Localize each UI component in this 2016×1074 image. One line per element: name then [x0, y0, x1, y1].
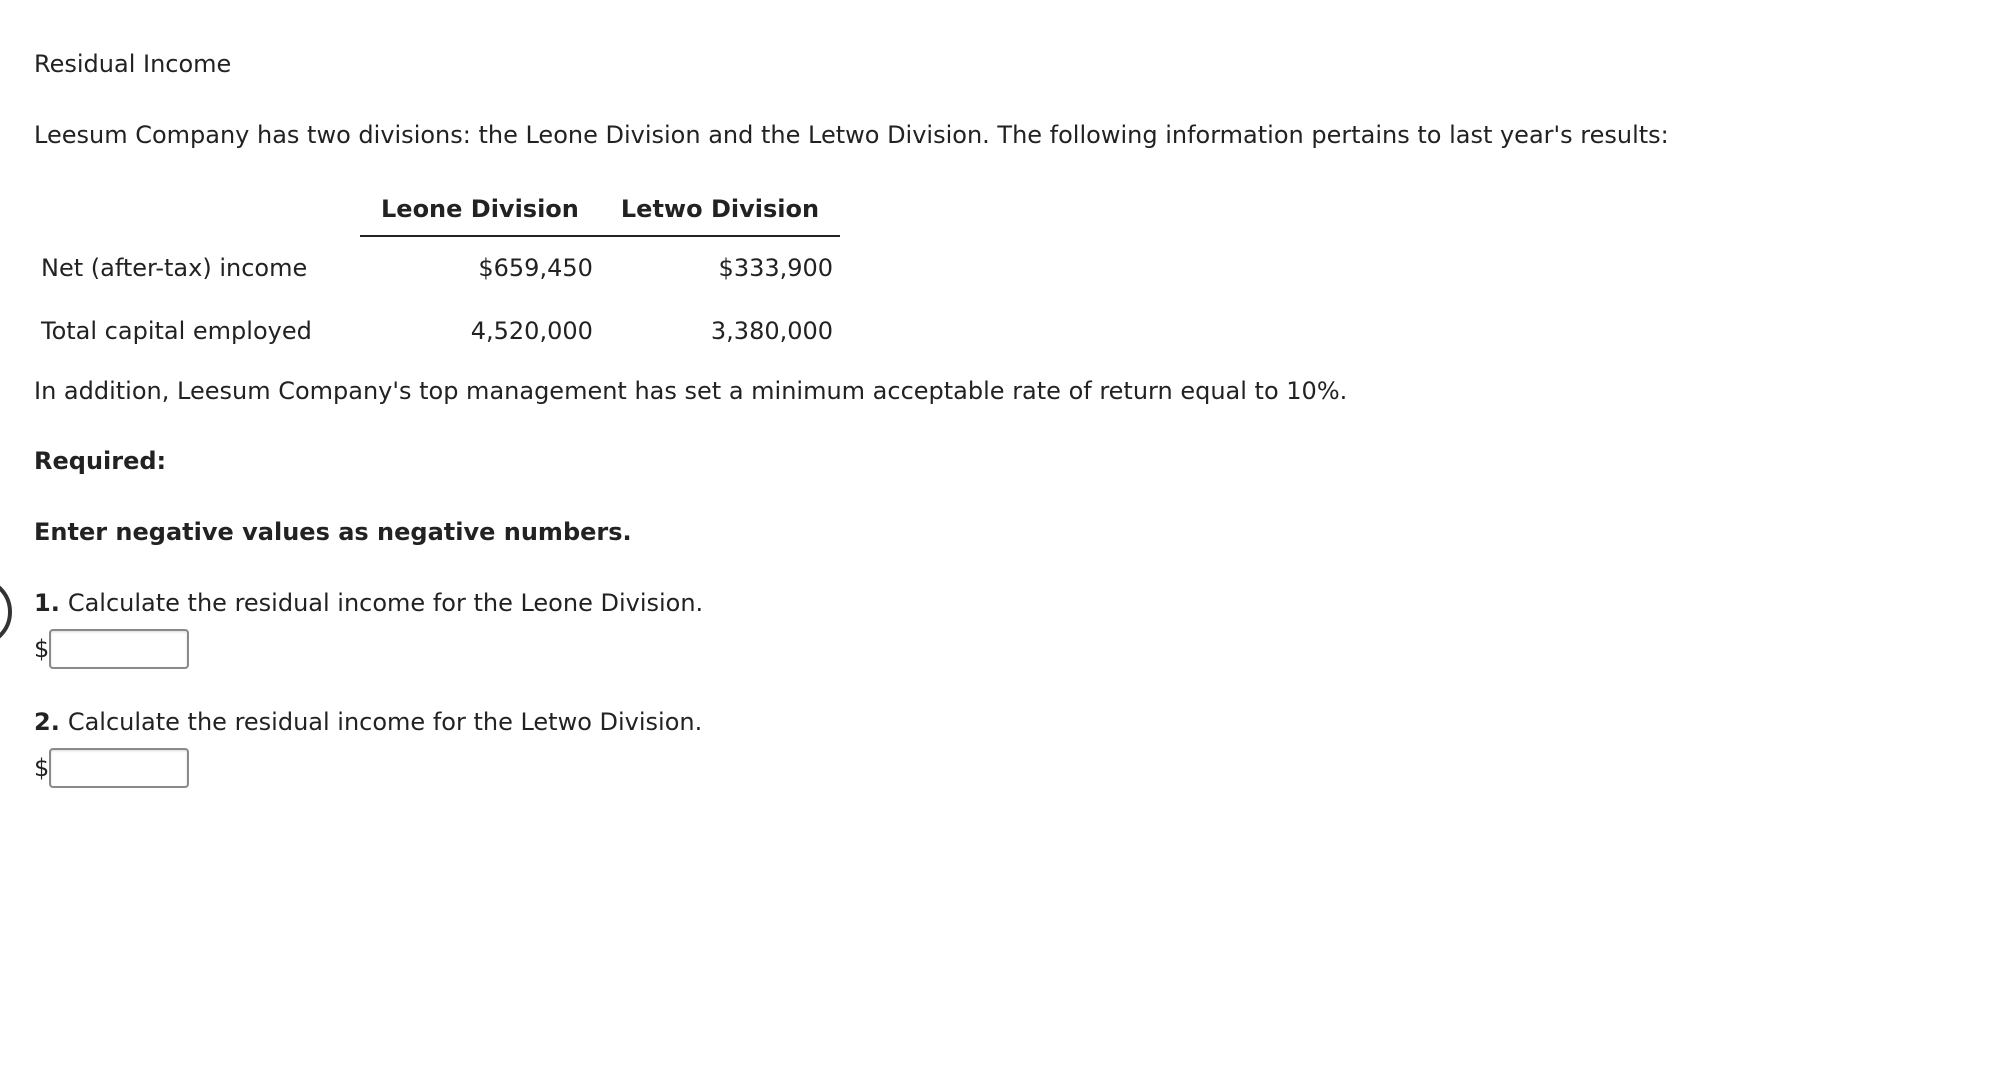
required-heading: Required:: [34, 447, 167, 475]
negative-values-instruction: Enter negative values as negative numbers.: [34, 518, 632, 546]
question-2-number: 2.: [34, 708, 60, 736]
answer-1-currency: $: [34, 634, 50, 663]
column-header-letwo: Letwo Division: [600, 183, 840, 236]
answer-2-currency: $: [34, 753, 50, 782]
answer-1-input[interactable]: [49, 629, 189, 669]
row-label-net-income: Net (after-tax) income: [41, 253, 308, 282]
question-2: [34, 708, 702, 737]
question-1-number: 1.: [34, 589, 60, 617]
division-data-table: [34, 183, 840, 363]
leone-capital-employed: 4,520,000: [470, 317, 593, 346]
minimum-rate-statement: In addition, Leesum Company's top management has set a minimum acceptable rate of return equal to 10%.: [34, 377, 1348, 405]
problem-intro: Leesum Company has two divisions: the Leone Division and the Letwo Division. The following information pertains to last year's results:: [34, 121, 1669, 149]
answer-1-group: [34, 629, 189, 669]
question-1-text: Calculate the residual income for the Leone Division.: [67, 589, 704, 617]
table-row: [34, 236, 840, 300]
letwo-net-income: $333,900: [718, 254, 834, 283]
answer-2-group: [34, 748, 189, 788]
question-1: [34, 589, 703, 618]
table-header-row: [34, 183, 840, 236]
row-label-capital-employed: Total capital employed: [41, 317, 312, 346]
question-2-text: Calculate the residual income for the Letwo Division.: [67, 708, 703, 736]
answer-2-input[interactable]: [49, 748, 189, 788]
table-header-blank: [34, 183, 360, 236]
partial-circle-marker: [0, 577, 12, 647]
leone-net-income: $659,450: [478, 254, 593, 283]
column-header-leone: Leone Division: [360, 183, 600, 236]
table-row: [34, 300, 840, 363]
letwo-capital-employed: 3,380,000: [710, 317, 834, 346]
problem-title: Residual Income: [34, 50, 232, 78]
